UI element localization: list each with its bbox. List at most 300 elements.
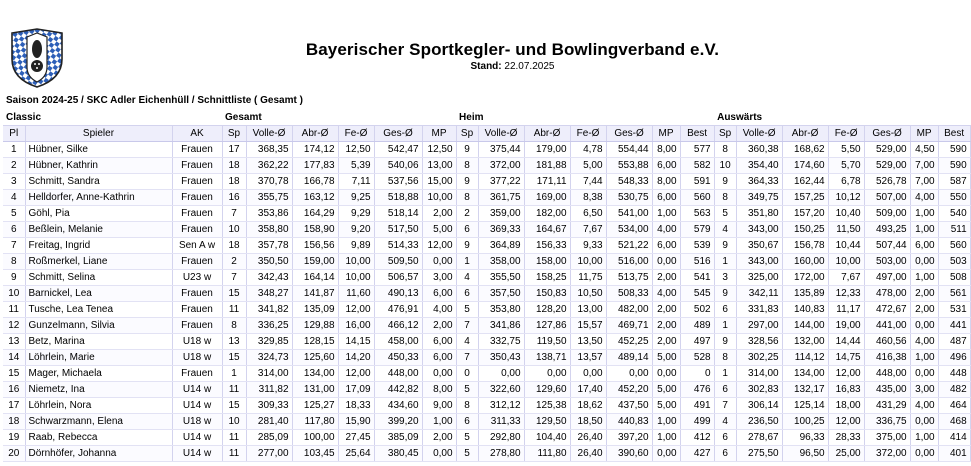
cell-ges-gesamt: 537,56: [374, 174, 422, 190]
column-header-ges-gesamt: Ges-Ø: [374, 126, 422, 142]
cell-ges-volle: 368,35: [246, 142, 292, 158]
cell-ges-gesamt: 399,20: [374, 414, 422, 430]
cell-ges-sp: 1: [222, 366, 246, 382]
cell-aus-sp: 3: [714, 270, 736, 286]
column-header-aus-sp: Sp: [714, 126, 736, 142]
cell-aus-abr: 156,78: [782, 238, 828, 254]
cell-aus-best: 511: [938, 222, 970, 238]
cell-heim-sp: 9: [456, 174, 478, 190]
player-name: Helldorfer, Anne-Kathrin: [25, 190, 172, 206]
cell-heim-best: 545: [680, 286, 714, 302]
cell-ges-abr: 158,90: [292, 222, 338, 238]
cell-ges-abr: 100,00: [292, 430, 338, 446]
cell-heim-abr: 169,00: [524, 190, 570, 206]
cell-heim-best: 499: [680, 414, 714, 430]
cell-heim-best: 516: [680, 254, 714, 270]
cell-heim-fe: 0,00: [570, 366, 606, 382]
cell-aus-fe: 25,00: [828, 446, 864, 462]
cell-heim-fe: 13,50: [570, 334, 606, 350]
cell-heim-volle: 341,86: [478, 318, 524, 334]
cell-ak: U14 w: [172, 382, 222, 398]
cell-heim-gesamt: 508,33: [606, 286, 652, 302]
cell-heim-abr: 111,80: [524, 446, 570, 462]
cell-aus-gesamt: 507,00: [864, 190, 910, 206]
cell-heim-fe: 26,40: [570, 430, 606, 446]
cell-heim-best: 502: [680, 302, 714, 318]
cell-aus-sp: 1: [714, 366, 736, 382]
column-header-ges-sp: Sp: [222, 126, 246, 142]
cell-heim-best: 563: [680, 206, 714, 222]
cell-ges-volle: 329,85: [246, 334, 292, 350]
cell-heim-mp: 1,00: [652, 430, 680, 446]
cell-heim-fe: 7,67: [570, 222, 606, 238]
cell-ges-gesamt: 509,50: [374, 254, 422, 270]
cell-ges-mp: 0,00: [422, 446, 456, 462]
cell-aus-volle: 342,11: [736, 286, 782, 302]
cell-heim-mp: 5,00: [652, 398, 680, 414]
table-row: [3, 174, 970, 190]
cell-ges-gesamt: 442,82: [374, 382, 422, 398]
cell-pl: 8: [3, 254, 25, 270]
cell-pl: 5: [3, 206, 25, 222]
cell-heim-mp: 0,00: [652, 446, 680, 462]
cell-ges-mp: 5,00: [422, 222, 456, 238]
cell-heim-abr: 156,33: [524, 238, 570, 254]
cell-heim-fe: 13,57: [570, 350, 606, 366]
cell-heim-abr: 158,00: [524, 254, 570, 270]
cell-aus-fe: 11,17: [828, 302, 864, 318]
cell-ges-fe: 10,00: [338, 270, 374, 286]
cell-heim-best: 577: [680, 142, 714, 158]
cell-heim-volle: 372,00: [478, 158, 524, 174]
player-name: Löhrlein, Marie: [25, 350, 172, 366]
table-row: [3, 254, 970, 270]
cell-aus-sp: 9: [714, 238, 736, 254]
cell-ges-gesamt: 466,12: [374, 318, 422, 334]
federation-logo: [8, 27, 66, 89]
cell-aus-fe: 19,00: [828, 318, 864, 334]
cell-aus-fe: 11,50: [828, 222, 864, 238]
player-name: Gunzelmann, Silvia: [25, 318, 172, 334]
cell-ges-sp: 7: [222, 206, 246, 222]
cell-ges-mp: 12,00: [422, 238, 456, 254]
cell-heim-abr: 104,40: [524, 430, 570, 446]
cell-aus-mp: 0,00: [910, 318, 938, 334]
cell-ak: U18 w: [172, 350, 222, 366]
cell-aus-mp: 1,00: [910, 222, 938, 238]
cell-ges-sp: 11: [222, 430, 246, 446]
cell-ges-mp: 2,00: [422, 318, 456, 334]
cell-aus-mp: 3,00: [910, 382, 938, 398]
cell-heim-gesamt: 397,20: [606, 430, 652, 446]
cell-aus-mp: 2,00: [910, 286, 938, 302]
cell-ges-volle: 370,78: [246, 174, 292, 190]
cell-heim-sp: 8: [456, 190, 478, 206]
cell-ges-fe: 9,29: [338, 206, 374, 222]
cell-ges-sp: 15: [222, 350, 246, 366]
cell-heim-best: 539: [680, 238, 714, 254]
cell-aus-mp: 2,00: [910, 302, 938, 318]
cell-aus-mp: 1,00: [910, 270, 938, 286]
cell-heim-gesamt: 482,00: [606, 302, 652, 318]
group-header-row: [3, 110, 970, 126]
cell-heim-volle: 358,00: [478, 254, 524, 270]
cell-pl: 15: [3, 366, 25, 382]
cell-heim-best: 497: [680, 334, 714, 350]
cell-pl: 18: [3, 414, 25, 430]
cell-heim-fe: 10,50: [570, 286, 606, 302]
stand-label: Stand:: [470, 61, 502, 72]
column-header-aus-gesamt: Ges-Ø: [864, 126, 910, 142]
cell-ges-fe: 16,00: [338, 318, 374, 334]
cell-ges-sp: 2: [222, 254, 246, 270]
cell-aus-mp: 0,00: [910, 414, 938, 430]
cell-ges-abr: 131,00: [292, 382, 338, 398]
cell-pl: 12: [3, 318, 25, 334]
column-header-ges-fe: Fe-Ø: [338, 126, 374, 142]
cell-ges-mp: 9,00: [422, 398, 456, 414]
cell-ak: U23 w: [172, 270, 222, 286]
cell-ges-sp: 11: [222, 382, 246, 398]
cell-aus-sp: 7: [714, 398, 736, 414]
cell-ges-abr: 159,00: [292, 254, 338, 270]
cell-ges-volle: 341,82: [246, 302, 292, 318]
cell-heim-fe: 18,62: [570, 398, 606, 414]
cell-ges-abr: 166,78: [292, 174, 338, 190]
cell-heim-sp: 6: [456, 286, 478, 302]
player-name: Barnickel, Lea: [25, 286, 172, 302]
cell-pl: 1: [3, 142, 25, 158]
cell-ges-sp: 10: [222, 414, 246, 430]
cell-ges-mp: 8,00: [422, 382, 456, 398]
cell-pl: 13: [3, 334, 25, 350]
cell-heim-best: 0: [680, 366, 714, 382]
cell-aus-fe: 10,44: [828, 238, 864, 254]
cell-aus-sp: 4: [714, 222, 736, 238]
table-row: [3, 366, 970, 382]
player-name: Niemetz, Ina: [25, 382, 172, 398]
cell-heim-fe: 13,00: [570, 302, 606, 318]
cell-heim-volle: 322,60: [478, 382, 524, 398]
cell-ges-abr: 164,29: [292, 206, 338, 222]
cell-ak: Frauen: [172, 142, 222, 158]
cell-heim-volle: 369,33: [478, 222, 524, 238]
cell-aus-abr: 172,00: [782, 270, 828, 286]
cell-aus-best: 561: [938, 286, 970, 302]
cell-heim-best: 476: [680, 382, 714, 398]
cell-aus-best: 401: [938, 446, 970, 462]
player-name: Freitag, Ingrid: [25, 238, 172, 254]
cell-ges-abr: 164,14: [292, 270, 338, 286]
cell-ges-abr: 125,60: [292, 350, 338, 366]
cell-heim-gesamt: 390,60: [606, 446, 652, 462]
cell-ges-mp: 12,50: [422, 142, 456, 158]
group-classic: Classic: [3, 110, 222, 126]
cell-pl: 3: [3, 174, 25, 190]
player-name: Schwarzmann, Elena: [25, 414, 172, 430]
group-gesamt: Gesamt: [222, 110, 456, 126]
cell-ges-volle: 353,86: [246, 206, 292, 222]
cell-ges-gesamt: 518,88: [374, 190, 422, 206]
cell-ak: Frauen: [172, 174, 222, 190]
cell-ges-abr: 141,87: [292, 286, 338, 302]
cell-ges-sp: 18: [222, 238, 246, 254]
cell-ges-mp: 1,00: [422, 414, 456, 430]
cell-aus-best: 590: [938, 158, 970, 174]
cell-ges-mp: 3,00: [422, 270, 456, 286]
cell-aus-fe: 12,00: [828, 366, 864, 382]
cell-heim-mp: 4,00: [652, 222, 680, 238]
cell-aus-gesamt: 497,00: [864, 270, 910, 286]
cell-pl: 20: [3, 446, 25, 462]
cell-heim-abr: 138,71: [524, 350, 570, 366]
cell-aus-gesamt: 435,00: [864, 382, 910, 398]
cell-ges-fe: 14,20: [338, 350, 374, 366]
cell-ak: Frauen: [172, 366, 222, 382]
cell-ges-volle: 314,00: [246, 366, 292, 382]
cell-heim-fe: 7,44: [570, 174, 606, 190]
cell-aus-mp: 4,00: [910, 190, 938, 206]
player-name: Betz, Marina: [25, 334, 172, 350]
cell-ges-sp: 18: [222, 158, 246, 174]
cell-ak: U18 w: [172, 414, 222, 430]
cell-ges-sp: 15: [222, 398, 246, 414]
cell-aus-abr: 134,00: [782, 366, 828, 382]
cell-aus-mp: 7,00: [910, 174, 938, 190]
cell-heim-gesamt: 440,83: [606, 414, 652, 430]
column-header-heim-fe: Fe-Ø: [570, 126, 606, 142]
table-row: [3, 238, 970, 254]
cell-aus-fe: 10,00: [828, 254, 864, 270]
cell-heim-volle: 355,50: [478, 270, 524, 286]
cell-aus-volle: 278,67: [736, 430, 782, 446]
cell-aus-best: 508: [938, 270, 970, 286]
cell-aus-sp: 6: [714, 382, 736, 398]
table-row: [3, 142, 970, 158]
player-name: Tusche, Lea Tenea: [25, 302, 172, 318]
table-row: [3, 302, 970, 318]
cell-heim-gesamt: 554,44: [606, 142, 652, 158]
cell-ges-mp: 2,00: [422, 430, 456, 446]
cell-heim-mp: 6,00: [652, 238, 680, 254]
cell-heim-gesamt: 452,25: [606, 334, 652, 350]
cell-heim-sp: 5: [456, 430, 478, 446]
cell-aus-gesamt: 372,00: [864, 446, 910, 462]
cell-ak: Frauen: [172, 222, 222, 238]
cell-ges-abr: 163,12: [292, 190, 338, 206]
cell-aus-best: 496: [938, 350, 970, 366]
cell-aus-gesamt: 416,38: [864, 350, 910, 366]
cell-aus-abr: 100,25: [782, 414, 828, 430]
cell-aus-best: 414: [938, 430, 970, 446]
cell-ges-volle: 362,22: [246, 158, 292, 174]
cell-pl: 11: [3, 302, 25, 318]
table-row: [3, 158, 970, 174]
cell-aus-sp: 10: [714, 158, 736, 174]
cell-heim-mp: 6,00: [652, 190, 680, 206]
cell-aus-mp: 0,00: [910, 366, 938, 382]
cell-heim-volle: 357,50: [478, 286, 524, 302]
cell-aus-sp: 1: [714, 318, 736, 334]
column-header-heim-mp: MP: [652, 126, 680, 142]
cell-aus-gesamt: 503,00: [864, 254, 910, 270]
cell-ges-fe: 10,00: [338, 254, 374, 270]
cell-aus-sp: 1: [714, 254, 736, 270]
cell-aus-best: 482: [938, 382, 970, 398]
cell-aus-volle: 343,00: [736, 222, 782, 238]
cell-heim-gesamt: 521,22: [606, 238, 652, 254]
cell-heim-fe: 9,33: [570, 238, 606, 254]
cell-aus-volle: 306,14: [736, 398, 782, 414]
stand-date: [160, 61, 865, 72]
cell-heim-volle: 332,75: [478, 334, 524, 350]
cell-aus-sp: 8: [714, 190, 736, 206]
cell-ges-abr: 135,09: [292, 302, 338, 318]
cell-heim-mp: 2,00: [652, 334, 680, 350]
cell-ges-gesamt: 514,33: [374, 238, 422, 254]
cell-ges-volle: 357,78: [246, 238, 292, 254]
cell-aus-abr: 144,00: [782, 318, 828, 334]
cell-aus-fe: 12,00: [828, 414, 864, 430]
cell-aus-abr: 125,14: [782, 398, 828, 414]
cell-aus-fe: 7,67: [828, 270, 864, 286]
cell-ges-fe: 9,25: [338, 190, 374, 206]
cell-heim-abr: 129,50: [524, 414, 570, 430]
cell-heim-best: 412: [680, 430, 714, 446]
cell-heim-abr: 179,00: [524, 142, 570, 158]
cell-pl: 6: [3, 222, 25, 238]
cell-heim-sp: 2: [456, 206, 478, 222]
cell-heim-fe: 26,40: [570, 446, 606, 462]
cell-aus-gesamt: 509,00: [864, 206, 910, 222]
cell-heim-volle: 377,22: [478, 174, 524, 190]
cell-heim-sp: 5: [456, 446, 478, 462]
cell-heim-sp: 4: [456, 334, 478, 350]
cell-heim-gesamt: 0,00: [606, 366, 652, 382]
cell-ak: Frauen: [172, 158, 222, 174]
cell-ges-fe: 12,00: [338, 366, 374, 382]
cell-ges-gesamt: 518,14: [374, 206, 422, 222]
cell-ges-mp: 13,00: [422, 158, 456, 174]
cell-heim-gesamt: 548,33: [606, 174, 652, 190]
cell-heim-gesamt: 516,00: [606, 254, 652, 270]
table-row: [3, 270, 970, 286]
cell-heim-sp: 8: [456, 398, 478, 414]
cell-heim-sp: 9: [456, 238, 478, 254]
cell-heim-abr: 119,50: [524, 334, 570, 350]
cell-ges-sp: 11: [222, 302, 246, 318]
cell-heim-volle: 364,89: [478, 238, 524, 254]
cell-heim-volle: 292,80: [478, 430, 524, 446]
cell-ges-sp: 18: [222, 174, 246, 190]
cell-heim-mp: 2,00: [652, 318, 680, 334]
cell-heim-fe: 18,50: [570, 414, 606, 430]
cell-heim-gesamt: 489,14: [606, 350, 652, 366]
cell-heim-volle: 312,12: [478, 398, 524, 414]
cell-aus-sp: 6: [714, 302, 736, 318]
cell-ges-gesamt: 506,57: [374, 270, 422, 286]
cell-aus-mp: 0,00: [910, 254, 938, 270]
cell-aus-volle: 275,50: [736, 446, 782, 462]
cell-ak: Frauen: [172, 190, 222, 206]
cell-heim-fe: 6,50: [570, 206, 606, 222]
cell-heim-gesamt: 513,75: [606, 270, 652, 286]
cell-ges-abr: 177,83: [292, 158, 338, 174]
cell-aus-mp: 4,00: [910, 334, 938, 350]
cell-heim-gesamt: 541,00: [606, 206, 652, 222]
cell-pl: 16: [3, 382, 25, 398]
cell-heim-fe: 5,00: [570, 158, 606, 174]
cell-aus-abr: 132,17: [782, 382, 828, 398]
cell-ges-abr: 174,12: [292, 142, 338, 158]
column-header-ges-mp: MP: [422, 126, 456, 142]
cell-aus-mp: 1,00: [910, 430, 938, 446]
cell-heim-best: 489: [680, 318, 714, 334]
cell-heim-fe: 15,57: [570, 318, 606, 334]
cell-aus-gesamt: 431,29: [864, 398, 910, 414]
cell-aus-sp: 5: [714, 206, 736, 222]
cell-ges-sp: 16: [222, 190, 246, 206]
cell-pl: 14: [3, 350, 25, 366]
cell-ges-volle: 324,73: [246, 350, 292, 366]
cell-heim-sp: 6: [456, 414, 478, 430]
cell-ges-gesamt: 542,47: [374, 142, 422, 158]
cell-ges-gesamt: 385,09: [374, 430, 422, 446]
cell-heim-volle: 361,75: [478, 190, 524, 206]
cell-aus-best: 464: [938, 398, 970, 414]
cell-aus-best: 587: [938, 174, 970, 190]
table-row: [3, 446, 970, 462]
cell-aus-volle: 302,25: [736, 350, 782, 366]
cell-heim-gesamt: 530,75: [606, 190, 652, 206]
column-header-aus-mp: MP: [910, 126, 938, 142]
cell-ak: Frauen: [172, 206, 222, 222]
column-header-ges-volle: Volle-Ø: [246, 126, 292, 142]
cell-aus-best: 590: [938, 142, 970, 158]
cell-heim-best: 591: [680, 174, 714, 190]
cell-ges-gesamt: 458,00: [374, 334, 422, 350]
cell-aus-fe: 14,44: [828, 334, 864, 350]
cell-heim-volle: 375,44: [478, 142, 524, 158]
cell-aus-sp: 6: [714, 430, 736, 446]
cell-ges-fe: 17,09: [338, 382, 374, 398]
cell-heim-volle: 359,00: [478, 206, 524, 222]
cell-heim-abr: 158,25: [524, 270, 570, 286]
cell-aus-volle: 349,75: [736, 190, 782, 206]
cell-heim-sp: 7: [456, 318, 478, 334]
cell-heim-abr: 127,86: [524, 318, 570, 334]
cell-ges-gesamt: 380,45: [374, 446, 422, 462]
cell-heim-gesamt: 437,50: [606, 398, 652, 414]
cell-aus-abr: 135,89: [782, 286, 828, 302]
player-name: Hübner, Silke: [25, 142, 172, 158]
cell-aus-volle: 331,83: [736, 302, 782, 318]
column-header-row: [3, 126, 970, 142]
cell-ges-gesamt: 450,33: [374, 350, 422, 366]
cell-aus-fe: 18,00: [828, 398, 864, 414]
column-header-aus-volle: Volle-Ø: [736, 126, 782, 142]
cell-aus-fe: 5,50: [828, 142, 864, 158]
cell-aus-volle: 302,83: [736, 382, 782, 398]
cell-heim-mp: 8,00: [652, 142, 680, 158]
cell-ges-mp: 6,00: [422, 350, 456, 366]
cell-ges-mp: 6,00: [422, 334, 456, 350]
player-name: Raab, Rebecca: [25, 430, 172, 446]
column-header-heim-volle: Volle-Ø: [478, 126, 524, 142]
cell-aus-volle: 364,33: [736, 174, 782, 190]
cell-ges-mp: 4,00: [422, 302, 456, 318]
cell-heim-abr: 0,00: [524, 366, 570, 382]
